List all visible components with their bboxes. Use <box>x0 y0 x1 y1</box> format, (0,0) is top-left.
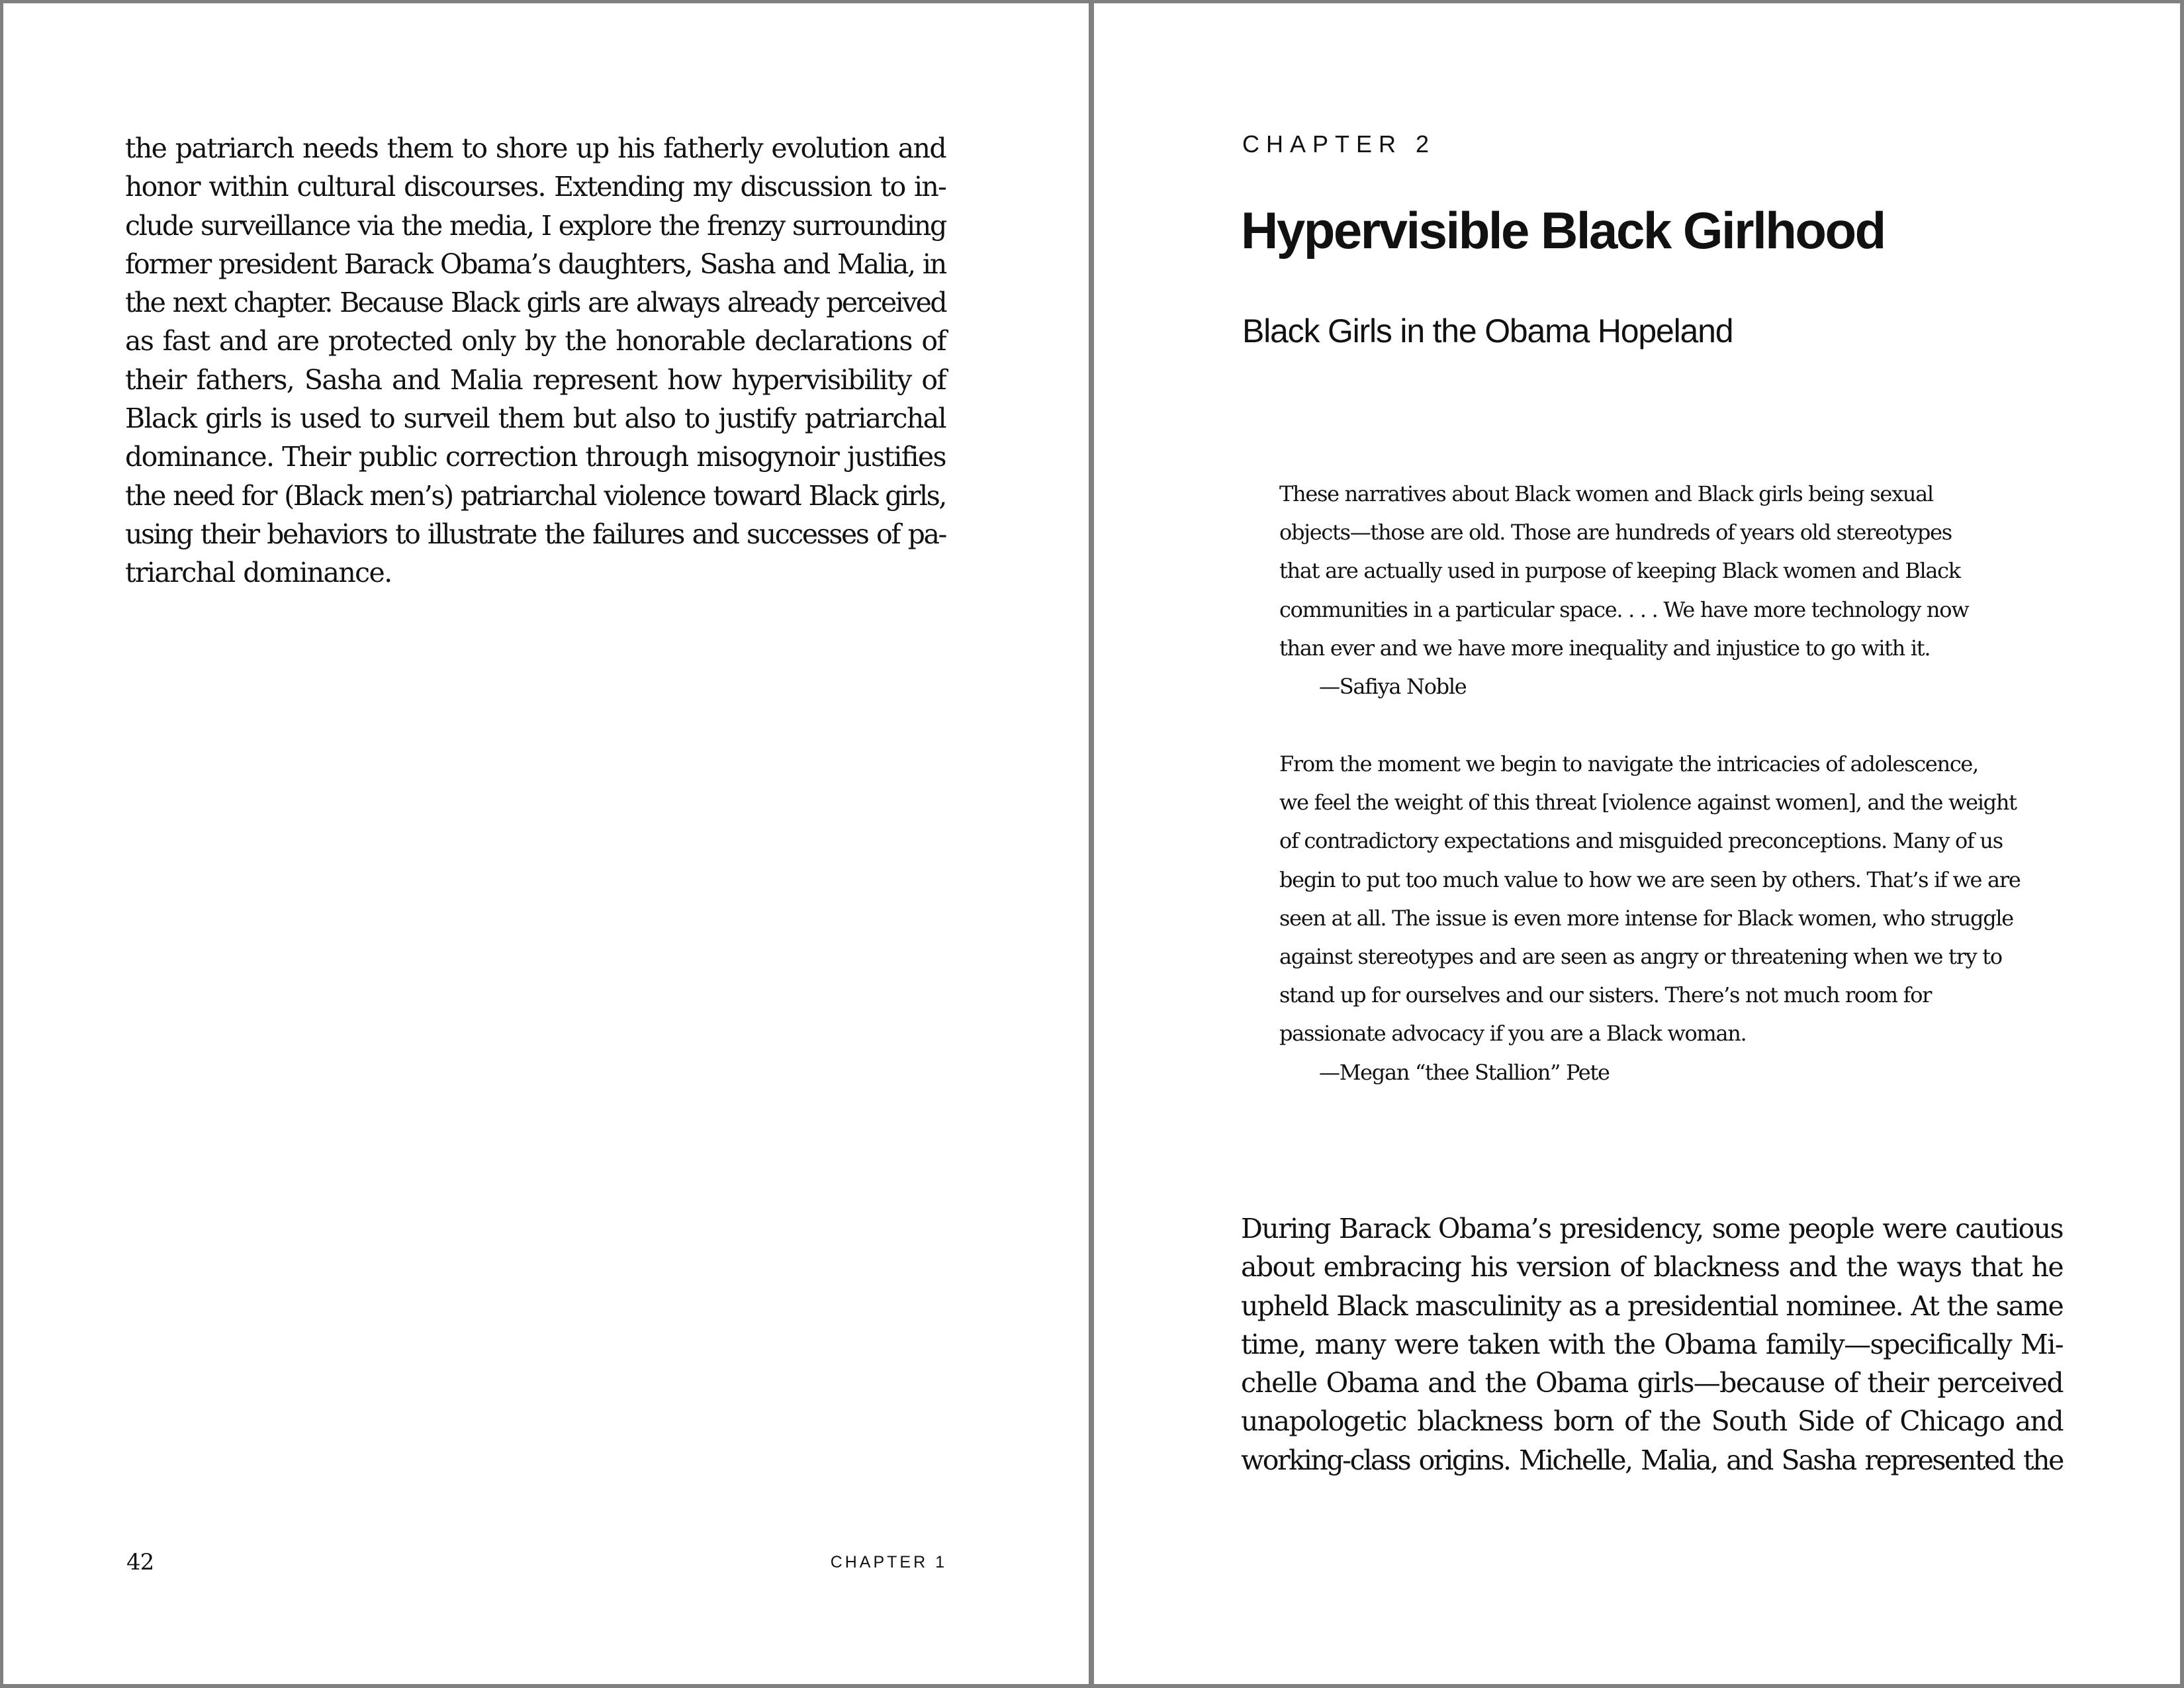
running-head: CHAPTER 1 <box>830 1553 947 1571</box>
body-line: unapologetic blackness born of the South Side of Chicago and <box>1241 1405 2063 1438</box>
epigraph-line: communities in a particular space. . . . We have more technology now <box>1279 596 1969 622</box>
body-line: as fast and are protected only by the honorable declarations of <box>125 325 946 357</box>
epigraph-line: From the moment we begin to navigate the intricacies of adolescence, <box>1279 751 1978 776</box>
body-line: During Barack Obama’s presidency, some people were cautious <box>1241 1213 2063 1244</box>
body-line: their fathers, Sasha and Malia represent how hypervisibility of <box>125 363 946 396</box>
body-line: triarchal dominance. <box>125 557 392 589</box>
left-page-body <box>125 129 946 592</box>
body-line: working-class origins. Michelle, Malia, and Sasha represented the <box>1241 1444 2063 1476</box>
epigraph-line: stand up for ourselves and our sisters. There’s not much room for <box>1279 982 1932 1008</box>
right-page-body <box>1241 1209 2063 1479</box>
epigraph-line: that are actually used in purpose of keeping Black women and Black <box>1279 558 1960 584</box>
body-line: honor within cultural discourses. Extending my discussion to in- <box>125 171 946 203</box>
body-line: Black girls is used to surveil them but also to justify patriarchal <box>125 402 946 435</box>
body-line: clude surveillance via the media, I explore the frenzy surrounding <box>125 209 946 242</box>
body-line: time, many were taken with the Obama family—specifically Mi- <box>1241 1328 2063 1360</box>
epigraph-line: passionate advocacy if you are a Black woman. <box>1279 1021 1747 1047</box>
epigraph-line: objects—those are old. Those are hundreds of years old stereotypes <box>1279 520 1952 545</box>
body-line: former president Barack Obama’s daughters, Sasha and Malia, in <box>125 248 946 280</box>
epigraph-line: These narratives about Black women and Black girls being sexual <box>1279 481 1933 506</box>
epigraph-attribution: —Megan “thee Stallion” Pete <box>1319 1059 1610 1085</box>
body-line: about embracing his version of blackness and the ways that he <box>1241 1251 2063 1284</box>
epigraph-attribution: —Safiya Noble <box>1319 673 1467 699</box>
body-line: the patriarch needs them to shore up his fatherly evolution and <box>125 132 946 164</box>
epigraph-line: begin to put too much value to how we are seen by others. That’s if we are <box>1279 867 2021 892</box>
body-line: the next chapter. Because Black girls are always already perceived <box>125 287 946 319</box>
body-line: dominance. Their public correction through misogynoir justifies <box>125 441 946 473</box>
body-line: using their behaviors to illustrate the failures and successes of pa- <box>125 518 946 550</box>
epigraph <box>1279 745 2020 1092</box>
body-line: the need for (Black men’s) patriarchal violence toward Black girls, <box>125 479 946 512</box>
chapter-label: CHAPTER 2 <box>1242 130 1436 158</box>
body-line: chelle Obama and the Obama girls—because of their perceived <box>1241 1367 2063 1399</box>
right-page <box>1094 3 2180 1684</box>
epigraph-line: of contradictory expectations and misguided preconceptions. Many of us <box>1279 828 2003 854</box>
epigraph <box>1279 475 1968 706</box>
epigraph-line: than ever and we have more inequality and injustice to go with it. <box>1279 635 1931 661</box>
epigraph-line: against stereotypes and are seen as angry or threatening when we try to <box>1279 943 2002 969</box>
page-number: 42 <box>126 1549 154 1575</box>
epigraph-line: we feel the weight of this threat [violence against women], and the weight <box>1279 790 2017 816</box>
chapter-subtitle: Black Girls in the Obama Hopeland <box>1242 312 1733 350</box>
body-line: upheld Black masculinity as a presidential nominee. At the same <box>1241 1289 2063 1322</box>
epigraph-line: seen at all. The issue is even more intense for Black women, who struggle <box>1279 905 2013 931</box>
chapter-title: Hypervisible Black Girlhood <box>1241 201 1885 259</box>
left-page <box>3 3 1089 1684</box>
